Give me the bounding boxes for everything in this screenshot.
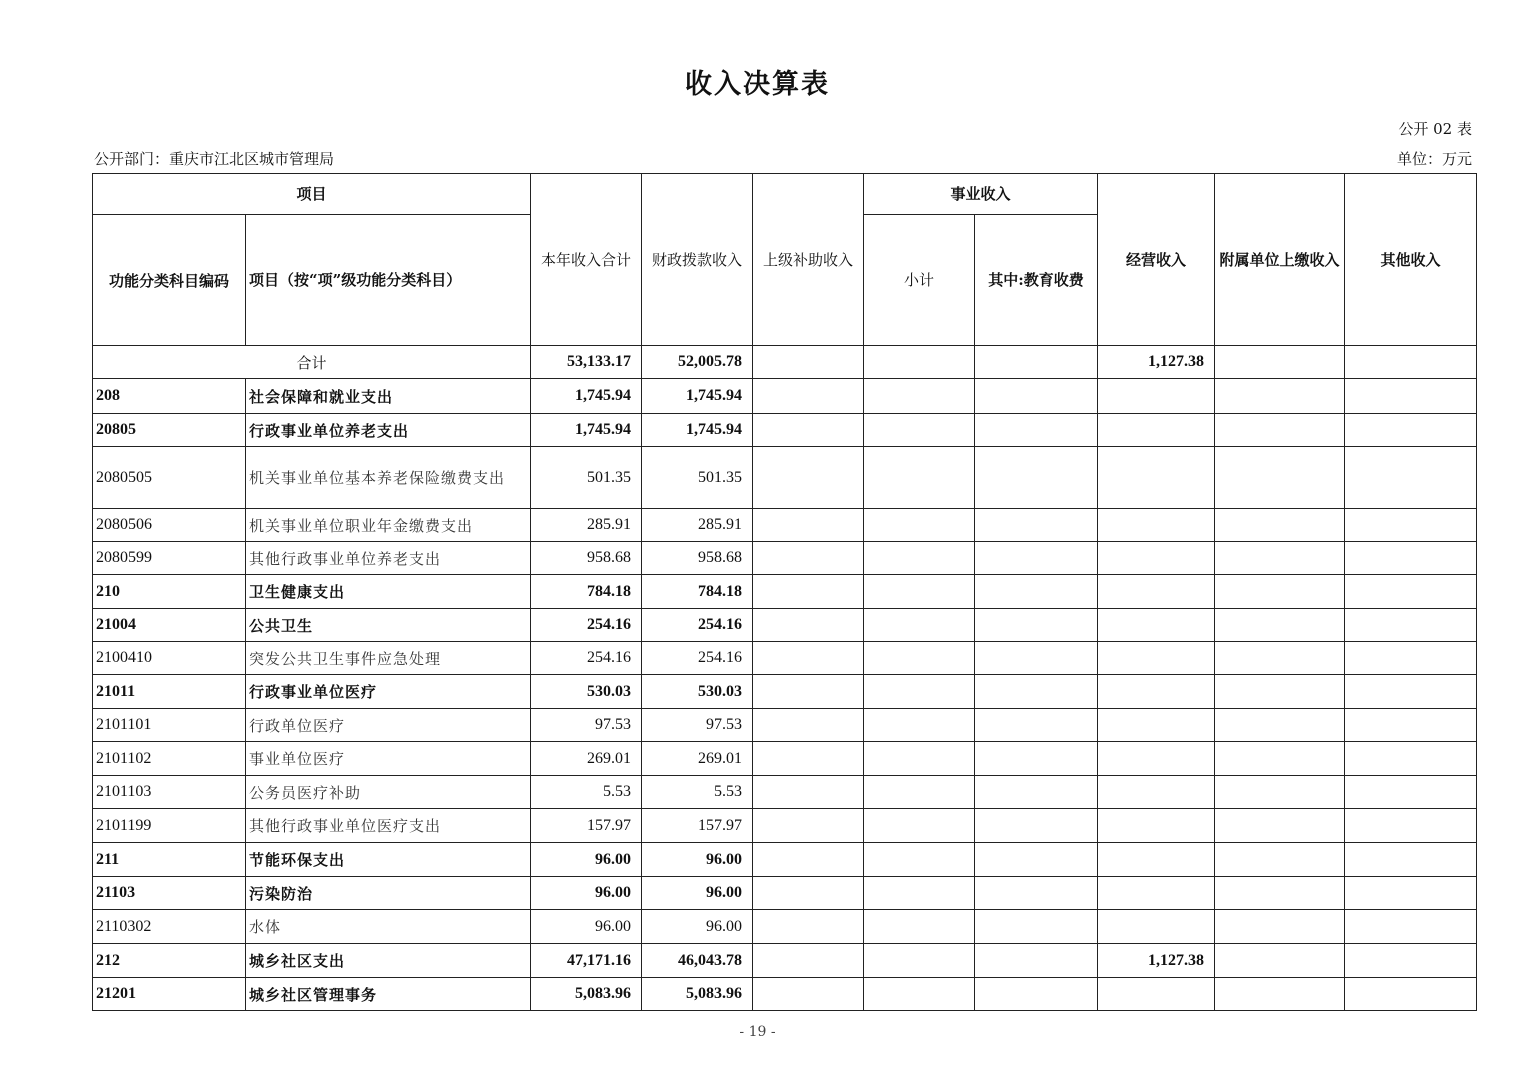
header-business: 事业收入 (864, 174, 1098, 215)
table-row (93, 843, 1477, 877)
row-total: 157.97 (531, 809, 642, 843)
row-name: 城乡社区管理事务 (246, 978, 531, 1011)
row-other (1345, 709, 1477, 742)
row-total: 784.18 (531, 575, 642, 609)
row-total: 1,745.94 (531, 379, 642, 414)
total-row (93, 346, 1477, 379)
row-affiliated (1215, 379, 1345, 414)
row-edu-fee (975, 776, 1098, 809)
row-total: 5.53 (531, 776, 642, 809)
total-operating: 1,127.38 (1098, 346, 1215, 379)
row-code: 2080506 (93, 509, 246, 542)
row-other (1345, 910, 1477, 944)
table-header (93, 174, 1477, 346)
header-operating: 经营收入 (1098, 174, 1215, 346)
row-superior (753, 843, 864, 877)
table-row (93, 414, 1477, 447)
total-edu-fee (975, 346, 1098, 379)
row-fiscal: 96.00 (642, 843, 753, 877)
table-row (93, 642, 1477, 675)
row-code: 212 (93, 944, 246, 978)
row-affiliated (1215, 675, 1345, 709)
row-total: 96.00 (531, 877, 642, 910)
row-edu-fee (975, 609, 1098, 642)
row-name: 公务员医疗补助 (246, 776, 531, 809)
row-subtotal (864, 447, 975, 509)
row-edu-fee (975, 809, 1098, 843)
row-name: 其他行政事业单位养老支出 (246, 542, 531, 575)
row-operating (1098, 609, 1215, 642)
row-subtotal (864, 809, 975, 843)
row-subtotal (864, 675, 975, 709)
row-operating (1098, 877, 1215, 910)
total-label: 合计 (93, 346, 531, 379)
total-superior (753, 346, 864, 379)
table-row (93, 575, 1477, 609)
row-fiscal: 97.53 (642, 709, 753, 742)
header-affiliated: 附属单位上缴收入 (1215, 174, 1345, 346)
unit-label: 单位：万元 (1396, 150, 1472, 168)
row-name: 卫生健康支出 (246, 575, 531, 609)
header-item: 项目 (93, 174, 531, 215)
row-operating (1098, 447, 1215, 509)
row-superior (753, 944, 864, 978)
row-edu-fee (975, 414, 1098, 447)
row-total: 530.03 (531, 675, 642, 709)
row-affiliated (1215, 642, 1345, 675)
row-affiliated (1215, 776, 1345, 809)
row-fiscal: 96.00 (642, 910, 753, 944)
row-total: 5,083.96 (531, 978, 642, 1011)
row-name: 社会保障和就业支出 (246, 379, 531, 414)
header-superior: 上级补助收入 (753, 174, 864, 346)
row-total: 269.01 (531, 742, 642, 776)
row-name: 水体 (246, 910, 531, 944)
row-fiscal: 285.91 (642, 509, 753, 542)
table-row (93, 509, 1477, 542)
row-name: 机关事业单位基本养老保险缴费支出 (246, 447, 531, 509)
row-edu-fee (975, 910, 1098, 944)
row-edu-fee (975, 742, 1098, 776)
header-other: 其他收入 (1345, 174, 1477, 346)
row-edu-fee (975, 843, 1098, 877)
row-affiliated (1215, 447, 1345, 509)
row-edu-fee (975, 542, 1098, 575)
row-edu-fee (975, 642, 1098, 675)
table-row (93, 978, 1477, 1011)
page-number: - 19 - (739, 1024, 776, 1040)
header-fiscal: 财政拨款收入 (642, 174, 753, 346)
row-other (1345, 642, 1477, 675)
row-superior (753, 542, 864, 575)
row-affiliated (1215, 877, 1345, 910)
row-affiliated (1215, 843, 1345, 877)
table-row (93, 379, 1477, 414)
row-other (1345, 843, 1477, 877)
row-operating (1098, 414, 1215, 447)
row-superior (753, 776, 864, 809)
row-name: 其他行政事业单位医疗支出 (246, 809, 531, 843)
row-fiscal: 1,745.94 (642, 379, 753, 414)
row-subtotal (864, 910, 975, 944)
row-superior (753, 978, 864, 1011)
table-row (93, 742, 1477, 776)
row-subtotal (864, 843, 975, 877)
row-edu-fee (975, 509, 1098, 542)
row-affiliated (1215, 575, 1345, 609)
row-other (1345, 609, 1477, 642)
row-superior (753, 447, 864, 509)
row-other (1345, 542, 1477, 575)
row-fiscal: 5,083.96 (642, 978, 753, 1011)
row-affiliated (1215, 414, 1345, 447)
row-operating (1098, 776, 1215, 809)
row-affiliated (1215, 910, 1345, 944)
row-superior (753, 642, 864, 675)
row-name: 污染防治 (246, 877, 531, 910)
row-subtotal (864, 542, 975, 575)
row-other (1345, 978, 1477, 1011)
row-operating (1098, 709, 1215, 742)
row-fiscal: 96.00 (642, 877, 753, 910)
row-code: 21011 (93, 675, 246, 709)
row-superior (753, 709, 864, 742)
row-total: 97.53 (531, 709, 642, 742)
row-fiscal: 1,745.94 (642, 414, 753, 447)
row-total: 501.35 (531, 447, 642, 509)
row-other (1345, 675, 1477, 709)
row-other (1345, 414, 1477, 447)
row-name: 城乡社区支出 (246, 944, 531, 978)
row-subtotal (864, 877, 975, 910)
row-subtotal (864, 776, 975, 809)
row-total: 1,745.94 (531, 414, 642, 447)
row-edu-fee (975, 709, 1098, 742)
row-subtotal (864, 414, 975, 447)
row-operating (1098, 675, 1215, 709)
department-label: 公开部门：重庆市江北区城市管理局 (94, 150, 335, 168)
row-other (1345, 776, 1477, 809)
total-fiscal: 52,005.78 (642, 346, 753, 379)
form-number: 公开 02 表 (1398, 120, 1472, 138)
row-code: 2101101 (93, 709, 246, 742)
header-subtotal: 小计 (864, 215, 975, 346)
table-row (93, 709, 1477, 742)
table-row (93, 776, 1477, 809)
row-subtotal (864, 642, 975, 675)
row-fiscal: 157.97 (642, 809, 753, 843)
table-row (93, 910, 1477, 944)
row-subtotal (864, 575, 975, 609)
row-code: 2110302 (93, 910, 246, 944)
row-superior (753, 910, 864, 944)
row-superior (753, 414, 864, 447)
row-code: 211 (93, 843, 246, 877)
row-other (1345, 877, 1477, 910)
row-operating (1098, 809, 1215, 843)
table-row (93, 877, 1477, 910)
table-row (93, 609, 1477, 642)
row-other (1345, 742, 1477, 776)
header-code: 功能分类科目编码 (93, 215, 246, 346)
row-edu-fee (975, 978, 1098, 1011)
row-fiscal: 269.01 (642, 742, 753, 776)
row-total: 47,171.16 (531, 944, 642, 978)
row-code: 2080599 (93, 542, 246, 575)
income-table (92, 173, 1477, 1011)
row-superior (753, 609, 864, 642)
row-affiliated (1215, 809, 1345, 843)
row-total: 254.16 (531, 609, 642, 642)
total-total: 53,133.17 (531, 346, 642, 379)
row-operating (1098, 978, 1215, 1011)
row-edu-fee (975, 944, 1098, 978)
row-edu-fee (975, 675, 1098, 709)
row-superior (753, 675, 864, 709)
row-total: 96.00 (531, 910, 642, 944)
row-fiscal: 254.16 (642, 642, 753, 675)
row-code: 208 (93, 379, 246, 414)
table-row (93, 542, 1477, 575)
row-subtotal (864, 609, 975, 642)
row-operating (1098, 843, 1215, 877)
table-row (93, 447, 1477, 509)
row-subtotal (864, 742, 975, 776)
row-superior (753, 742, 864, 776)
row-name: 行政事业单位养老支出 (246, 414, 531, 447)
row-other (1345, 809, 1477, 843)
row-code: 2101199 (93, 809, 246, 843)
table-body (93, 346, 1477, 1011)
total-subtotal (864, 346, 975, 379)
row-superior (753, 509, 864, 542)
row-affiliated (1215, 742, 1345, 776)
row-subtotal (864, 379, 975, 414)
row-operating (1098, 542, 1215, 575)
row-fiscal: 501.35 (642, 447, 753, 509)
row-affiliated (1215, 542, 1345, 575)
row-total: 96.00 (531, 843, 642, 877)
row-subtotal (864, 709, 975, 742)
row-name: 节能环保支出 (246, 843, 531, 877)
row-code: 2101102 (93, 742, 246, 776)
row-fiscal: 254.16 (642, 609, 753, 642)
row-edu-fee (975, 447, 1098, 509)
table-row (93, 944, 1477, 978)
row-code: 21201 (93, 978, 246, 1011)
row-affiliated (1215, 709, 1345, 742)
row-fiscal: 784.18 (642, 575, 753, 609)
row-code: 2101103 (93, 776, 246, 809)
header-total: 本年收入合计 (531, 174, 642, 346)
row-superior (753, 877, 864, 910)
row-operating (1098, 379, 1215, 414)
row-other (1345, 447, 1477, 509)
row-edu-fee (975, 877, 1098, 910)
row-code: 2080505 (93, 447, 246, 509)
row-edu-fee (975, 379, 1098, 414)
header-name: 项目（按“项”级功能分类科目） (246, 215, 531, 346)
row-other (1345, 509, 1477, 542)
row-code: 21103 (93, 877, 246, 910)
row-superior (753, 575, 864, 609)
row-name: 行政事业单位医疗 (246, 675, 531, 709)
row-superior (753, 809, 864, 843)
row-other (1345, 575, 1477, 609)
row-total: 958.68 (531, 542, 642, 575)
row-name: 公共卫生 (246, 609, 531, 642)
row-affiliated (1215, 944, 1345, 978)
row-name: 行政单位医疗 (246, 709, 531, 742)
row-operating (1098, 575, 1215, 609)
row-code: 2100410 (93, 642, 246, 675)
total-affiliated (1215, 346, 1345, 379)
row-code: 20805 (93, 414, 246, 447)
row-operating: 1,127.38 (1098, 944, 1215, 978)
row-code: 21004 (93, 609, 246, 642)
row-subtotal (864, 978, 975, 1011)
row-operating (1098, 642, 1215, 675)
row-superior (753, 379, 864, 414)
row-name: 事业单位医疗 (246, 742, 531, 776)
row-affiliated (1215, 609, 1345, 642)
row-operating (1098, 742, 1215, 776)
row-name: 机关事业单位职业年金缴费支出 (246, 509, 531, 542)
table-row (93, 809, 1477, 843)
row-operating (1098, 910, 1215, 944)
row-total: 254.16 (531, 642, 642, 675)
row-affiliated (1215, 509, 1345, 542)
row-name: 突发公共卫生事件应急处理 (246, 642, 531, 675)
row-other (1345, 379, 1477, 414)
total-other (1345, 346, 1477, 379)
header-edu-fee: 其中:教育收费 (975, 215, 1098, 346)
row-fiscal: 5.53 (642, 776, 753, 809)
row-fiscal: 958.68 (642, 542, 753, 575)
row-edu-fee (975, 575, 1098, 609)
row-fiscal: 46,043.78 (642, 944, 753, 978)
row-subtotal (864, 509, 975, 542)
table-row (93, 675, 1477, 709)
page-title: 收入决算表 (685, 69, 830, 100)
row-operating (1098, 509, 1215, 542)
row-fiscal: 530.03 (642, 675, 753, 709)
row-code: 210 (93, 575, 246, 609)
row-total: 285.91 (531, 509, 642, 542)
row-affiliated (1215, 978, 1345, 1011)
row-subtotal (864, 944, 975, 978)
row-other (1345, 944, 1477, 978)
